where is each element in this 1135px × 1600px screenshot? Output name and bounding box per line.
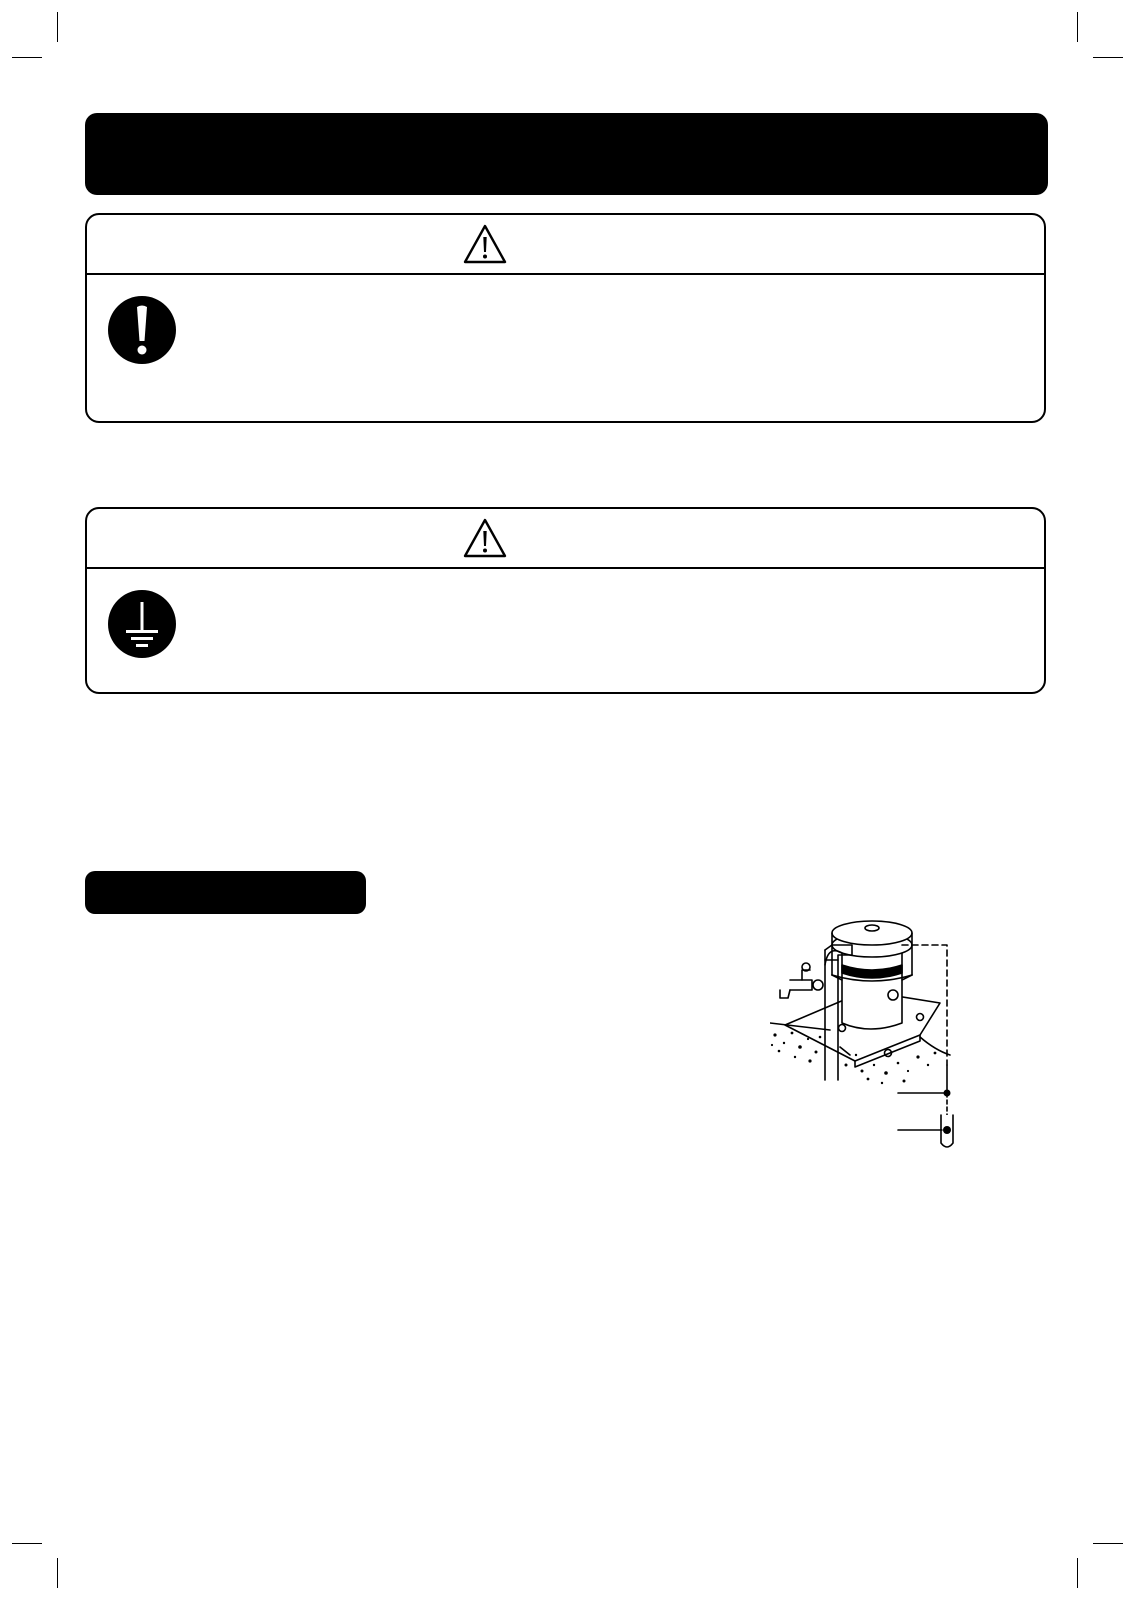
notice-header — [87, 509, 1044, 569]
warning-triangle-icon — [462, 517, 508, 559]
warning-triangle-icon — [462, 223, 508, 265]
crop-mark — [1093, 57, 1123, 58]
mandatory-action-icon — [107, 295, 177, 365]
earth-ground-icon — [107, 589, 177, 659]
warning-notice-box — [85, 213, 1046, 423]
warning-notice-box — [85, 507, 1046, 694]
crop-mark — [57, 12, 58, 42]
crop-mark — [1077, 1558, 1078, 1588]
section-title — [85, 871, 366, 891]
crop-mark — [12, 1543, 42, 1544]
notice-header — [87, 215, 1044, 275]
section-tab — [85, 871, 366, 914]
crop-mark — [12, 57, 42, 58]
crop-mark — [1077, 12, 1078, 42]
crop-mark — [57, 1558, 58, 1588]
header-bar — [85, 113, 1048, 195]
crop-mark — [1093, 1543, 1123, 1544]
pump-earth-connection-drawing — [770, 905, 980, 1180]
header-title — [85, 113, 1048, 157]
